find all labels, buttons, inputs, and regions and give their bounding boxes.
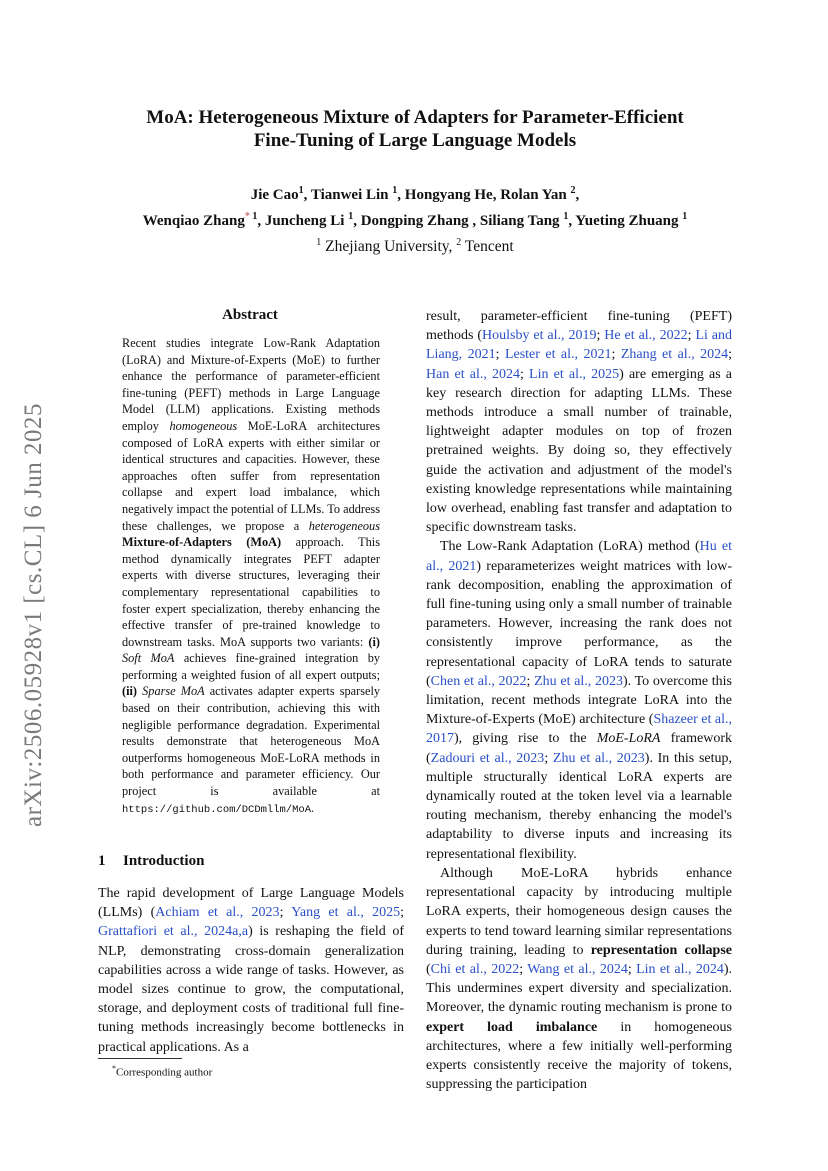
footnote: [112, 1064, 212, 1079]
author-affil-mark: 1: [252, 211, 258, 222]
citation-link[interactable]: Yang et al., 2025: [291, 905, 401, 921]
citation-link[interactable]: Lester et al., 2021: [504, 347, 612, 363]
paper-title: [90, 106, 740, 152]
section-heading-introduction: [98, 853, 204, 870]
right-column: [426, 307, 732, 1094]
author-affil-mark: 1: [563, 211, 569, 222]
author-name: Yueting Zhuang: [575, 213, 679, 229]
citation-link[interactable]: Li and Liang, 2021: [426, 328, 733, 363]
abstract-text: Recent studies integrate Low-Rank Adaptation (LoRA) and Mixture-of-Experts (MoE) to further enhance the performance of parameter-efficient fine-tuning (PEFT) methods in Large Language Model (LLM) applications. Existing methods employ homogeneous MoE-LoRA architectures composed of LoRA experts with either similar or identical structures and capacities. However, these approaches often suffer from representation collapse and expert load imbalance, which negatively impact the potential of LLMs. To address these challenges, we propose a heterogeneous Mixture-of-Adapters (MoA) approach. This method dynamically integrates PEFT adapter experts with diverse structures, leveraging their complementary representational capabilities to foster expert specialization, thereby enhancing the effective transfer of pre-trained knowledge to downstream tasks. MoA supports two variants: (i) Soft MoA achieves fine-grained integration by performing a weighted fusion of all expert outputs; (ii) Sparse MoA activates adapter experts sparsely based on their contribution, achieving this with negligible performance degradation. Experimental results demonstrate that heterogeneous MoA outperforms homogeneous MoE-LoRA methods in both performance and parameter efficiency. Our project is available at https://github.com/DCDmllm/MoA.: [122, 336, 381, 816]
citation-link[interactable]: He et al., 2022: [604, 328, 688, 344]
author-line-2: Wenqiao Zhang$^{* 1}$, Juncheng Li $^1$, Dongping Zhang , Siliang Tang $^1$, Yueting Zhuang $^1$: [142, 211, 688, 229]
section-title: Introduction: [123, 853, 205, 869]
author-affil-mark: 1: [682, 211, 688, 222]
project-link[interactable]: https://github.com/DCDmllm/MoA: [122, 803, 312, 816]
author-line-1: Jie Cao$^1$, Tianwei Lin $^1$, Hongyang He, Rolan Yan $^2$,: [250, 185, 580, 203]
author-list: [80, 180, 750, 232]
author-name: Rolan Yan: [500, 187, 567, 203]
abstract-heading: Abstract: [222, 307, 278, 323]
paragraph-lora: The Low-Rank Adaptation (LoRA) method (Hu et al., 2021) reparameterizes weight matrices with low-rank decomposition, enabling the approximation of full fine-tuning using only a small number of trainable parameters. However, increasing the rank does not consistently improve performance, as the representational capacity of LoRA tends to saturate (Chen et al., 2022; Zhu et al., 2023). To overcome this limitation, recent methods integrate LoRA into the Mixture-of-Experts (MoE) architecture (Shazeer et al., 2017), giving rise to the MoE-LoRA framework (Zadouri et al., 2023; Zhu et al., 2023). In this setup, multiple structurally identical LoRA experts are dynamically routed at the token level via a learnable routing mechanism, thereby enhancing the model's adaptability to diverse inputs and increasing its representational flexibility.: [426, 539, 733, 862]
author-name: Siliang Tang: [479, 213, 560, 229]
arxiv-identifier: arXiv:2506.05928v1 [cs.CL] 6 Jun 2025: [20, 402, 47, 828]
affiliations: $^1$ Zhejiang University, $^2$ Tencent: [316, 237, 514, 256]
author-affil-mark: 1: [348, 211, 354, 222]
author-name: Juncheng Li: [264, 213, 345, 229]
title-line-1: MoA: Heterogeneous Mixture of Adapters for Parameter-Efficient: [146, 107, 684, 128]
citation-link[interactable]: Zhu et al., 2023: [552, 750, 645, 766]
affil-name: Tencent: [464, 238, 514, 256]
citation-link[interactable]: Zhang et al., 2024: [620, 347, 729, 363]
citation-link[interactable]: Grattafiori et al., 2024a,a: [98, 924, 249, 940]
paragraph-peft: result, parameter-efficient fine-tuning (PEFT) methods (Houlsby et al., 2019; He et al., 2022; Li and Liang, 2021; Lester et al., 2021; Zhang et al., 2024; Han et al., 2024; Lin et al., 2025) are emerging as a key research direction for adapting LLMs. These methods introduce a small number of trainable, lightweight adapter modules on top of frozen pretrained weights. By doing so, they effectively guide the activation and adjustment of the model's existing knowledge representations while maintaining low overhead, enabling fast transfer and adaptation to specific downstream tasks.: [426, 309, 733, 536]
affil-name: Zhejiang University: [325, 238, 449, 256]
footnote-text: Corresponding author: [116, 1066, 213, 1079]
author-name: Hongyang He: [404, 187, 493, 203]
affil-mark: 2: [456, 237, 462, 248]
author-name: Dongping Zhang: [360, 213, 469, 229]
author-name: Jie Cao: [250, 187, 299, 203]
citation-link[interactable]: Hu et al., 2021: [426, 539, 732, 574]
intro-paragraph: The rapid development of Large Language Models (LLMs) (Achiam et al., 2023; Yang et al., 2025; Grattafiori et al., 2024a,a) is reshaping the field of NLP, demonstrating cross-domain generalization capabilities across a wide range of tasks. However, as model sizes continue to grow, the computational, storage, and deployment costs of traditional full fine-tuning methods increasingly become bottlenecks in practical applications. As a: [98, 886, 405, 1055]
corresponding-author-mark: *: [244, 211, 250, 222]
citation-link[interactable]: Zadouri et al., 2023: [430, 750, 545, 766]
paragraph-moe-lora: Although MoE-LoRA hybrids enhance representational capacity by introducing multiple LoRA experts, their homogeneous design causes the experts to tend toward learning similar representations during training, leading to representation collapse (Chi et al., 2022; Wang et al., 2024; Lin et al., 2024). This undermines expert diversity and specialization. Moreover, the dynamic routing mechanism is prone to expert load imbalance in homogeneous architectures, where a few initially well-performing experts consistently receive the majority of tokens, suppressing the participation: [426, 865, 733, 1093]
citation-link[interactable]: Wang et al., 2024: [527, 961, 628, 977]
citation-link[interactable]: Chen et al., 2022: [430, 673, 527, 689]
citation-link[interactable]: Zhu et al., 2023: [534, 673, 623, 689]
author-name: Wenqiao Zhang: [142, 213, 245, 229]
citation-link[interactable]: Houlsby et al., 2019: [482, 328, 597, 344]
citation-link[interactable]: Lin et al., 2025: [529, 366, 620, 382]
citation-link[interactable]: Han et al., 2024: [426, 366, 520, 382]
author-affil-mark: 1: [298, 185, 304, 196]
section-number: 1: [98, 853, 106, 869]
citation-link[interactable]: Lin et al., 2024: [636, 961, 724, 977]
author-name: Tianwei Lin: [310, 187, 389, 203]
author-affil-mark: 1: [392, 185, 398, 196]
affil-mark: 1: [316, 237, 322, 248]
citation-link[interactable]: Chi et al., 2022: [430, 961, 520, 977]
citation-link[interactable]: Shazeer et al., 2017: [426, 712, 732, 747]
author-affil-mark: 2: [570, 185, 576, 196]
arxiv-sidebar: [12, 380, 56, 850]
footnote-divider: [98, 1058, 182, 1059]
title-line-2: Fine-Tuning of Large Language Models: [253, 130, 577, 151]
footnote-mark: *: [112, 1064, 116, 1073]
citation-link[interactable]: Achiam et al., 2023: [155, 905, 280, 921]
